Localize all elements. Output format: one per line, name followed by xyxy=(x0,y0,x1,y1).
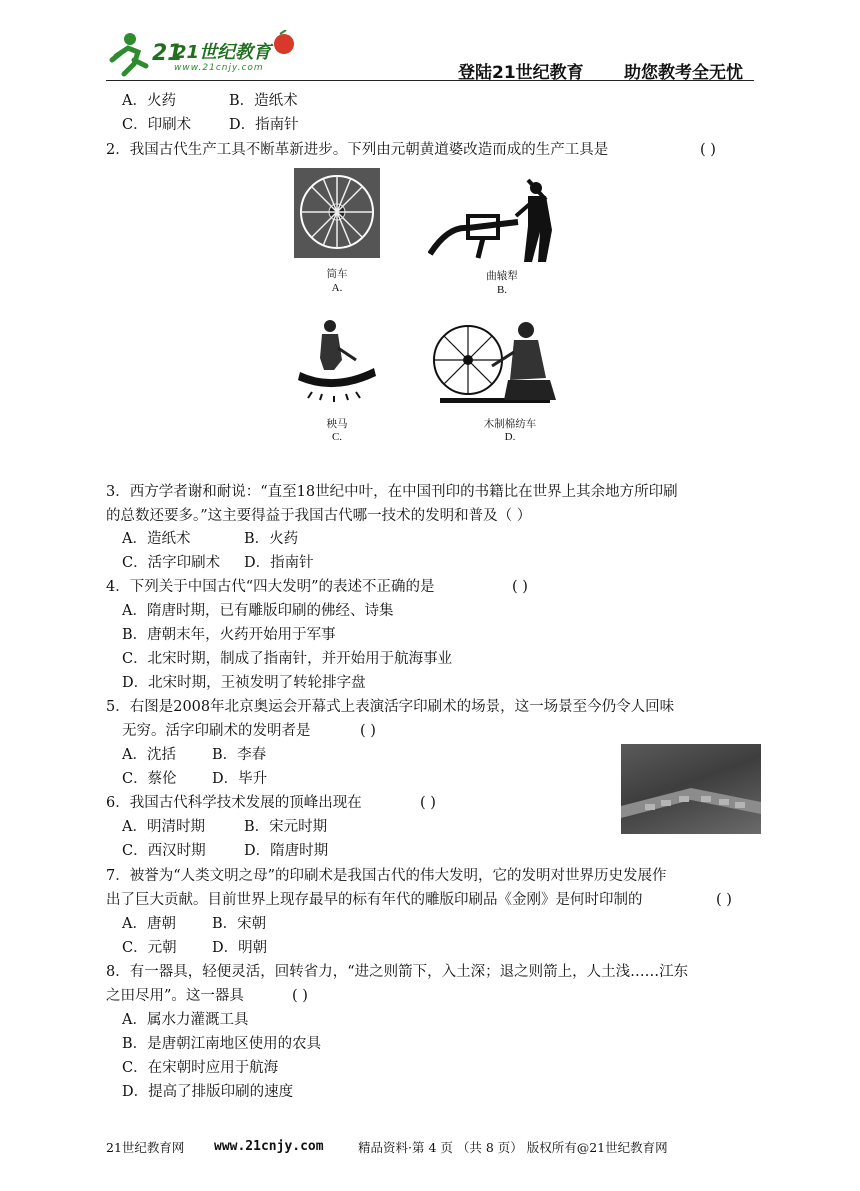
q3-line-2: 的总数还要多。”这主要得益于我国古代哪一技术的发明和普及（ ） xyxy=(106,508,532,524)
figure-water-wheel xyxy=(294,168,380,258)
svg-text:21: 21 xyxy=(152,41,183,66)
q3-option-d: D．指南针 xyxy=(244,555,314,571)
movable-type-stage-icon xyxy=(621,744,761,834)
site-logo[interactable] xyxy=(108,30,308,80)
figure-d-caption: 木制棉纺车 xyxy=(483,418,537,430)
q6-option-c: C．西汉时期 xyxy=(122,843,206,859)
q8-line-1: 8．有一器具，轻便灵活，回转省力，“进之则箭下，入土深；退之则箭上，人土浅……江东 xyxy=(106,964,689,980)
q4-option-b: B．唐朝末年，火药开始用于军事 xyxy=(122,627,336,643)
q6-answer-paren: ( ) xyxy=(420,795,436,811)
q6-stem: 6．我国古代科学技术发展的顶峰出现在 xyxy=(106,795,362,811)
water-wheel-icon xyxy=(294,168,380,258)
footer-url-text[interactable]: www.21cnjy.com xyxy=(214,1139,324,1154)
figure-b-caption: 曲辕犁 xyxy=(486,270,518,282)
q5-option-d: D．毕升 xyxy=(212,771,268,787)
q5-option-c: C．蔡伦 xyxy=(122,771,177,787)
q4-answer-paren: ( ) xyxy=(512,579,528,595)
q6-option-b: B．宋元时期 xyxy=(244,819,328,835)
q8-option-c: C．在宋朝时应用于航海 xyxy=(122,1060,279,1076)
footer-url[interactable] xyxy=(214,1138,324,1154)
slogan-exam: 助您教考全无忧 xyxy=(624,63,743,83)
q7-option-a: A．唐朝 xyxy=(122,916,176,932)
figure-c-letter: C. xyxy=(331,431,343,443)
figure-a-caption: 筒车 xyxy=(326,268,348,280)
header xyxy=(0,0,860,90)
logo-url: www.21cnjy.com xyxy=(174,63,264,73)
spinning-wheel-icon xyxy=(430,316,570,410)
figure-c-caption: 秧马 xyxy=(326,418,348,430)
q8-answer-paren: ( ) xyxy=(292,988,308,1004)
figure-rice-seedling-horse xyxy=(294,318,380,410)
q6-option-d: D．隋唐时期 xyxy=(244,843,329,859)
figure-cotton-spinning-wheel xyxy=(430,316,570,410)
q4-option-d: D．北宋时期，王祯发明了转轮排字盘 xyxy=(122,675,366,691)
q6-option-a: A．明清时期 xyxy=(122,819,205,835)
header-rule xyxy=(106,80,754,81)
q1-option-d: D．指南针 xyxy=(229,117,299,133)
q7-answer-paren: ( ) xyxy=(716,892,732,908)
q5-line-2: 无穷。活字印刷术的发明者是 xyxy=(122,723,311,739)
olympic-printing-photo xyxy=(621,744,761,834)
figure-a-letter: A. xyxy=(331,282,343,294)
q5-line-1: 5．右图是2008年北京奥运会开幕式上表演活字印刷术的场景，这一场景至今仍令人回味 xyxy=(106,699,675,715)
q1-option-a: A．火药 xyxy=(122,93,176,109)
q5-option-b: B．李春 xyxy=(212,747,267,763)
q1-option-c: C．印刷术 xyxy=(122,117,192,133)
q1-option-b: B．造纸术 xyxy=(229,93,298,109)
figure-d-letter: D. xyxy=(504,431,516,443)
figure-b-letter: B. xyxy=(496,284,508,296)
q5-option-a: A．沈括 xyxy=(122,747,176,763)
q3-option-c: C．活字印刷术 xyxy=(122,555,221,571)
q3-option-b: B．火药 xyxy=(244,531,299,547)
q8-option-b: B．是唐朝江南地区使用的农具 xyxy=(122,1036,322,1052)
q8-option-a: A．属水力灌溉工具 xyxy=(122,1012,249,1028)
q2-figure-grid xyxy=(290,168,580,448)
q4-stem: 4．下列关于中国古代“四大发明”的表述不正确的是 xyxy=(106,579,435,595)
slogan-login: 登陆21世纪教育 xyxy=(458,63,584,83)
plough-farmer-icon xyxy=(428,176,568,264)
q3-line-1: 3．西方学者谢和耐说：“直至18世纪中叶，在中国刊印的书籍比在世界上其余地方所印刷 xyxy=(106,484,678,500)
q7-line-1: 7．被誉为“人类文明之母”的印刷术是我国古代的伟大发明，它的发明对世界历史发展作 xyxy=(106,868,667,884)
q5-answer-paren: ( ) xyxy=(360,723,376,739)
figure-curved-plough xyxy=(428,176,568,264)
q4-option-c: C．北宋时期，制成了指南针，并开始用于航海事业 xyxy=(122,651,453,667)
q3-option-a: A．造纸术 xyxy=(122,531,191,547)
seedling-horse-icon xyxy=(294,318,380,410)
q7-option-c: C．元朝 xyxy=(122,940,177,956)
footer-page-info: 精品资料·第 4 页 （共 8 页） 版权所有@21世纪教育网 xyxy=(358,1140,668,1155)
footer-site-name: 21世纪教育网 xyxy=(106,1140,185,1155)
q4-option-a: A．隋唐时期，已有雕版印刷的佛经、诗集 xyxy=(122,603,394,619)
q8-option-d: D．提高了排版印刷的速度 xyxy=(122,1084,294,1100)
q7-option-d: D．明朝 xyxy=(212,940,268,956)
q8-line-2: 之田尽用”。这一器具 xyxy=(106,988,244,1004)
q7-option-b: B．宋朝 xyxy=(212,916,267,932)
q2-answer-paren: ( ) xyxy=(700,142,716,158)
q7-line-2: 出了巨大贡献。目前世界上现存最早的标有年代的雕版印刷品《金刚》是何时印制的 xyxy=(106,892,643,908)
logo-text: 21世纪教育 xyxy=(174,42,272,63)
q2-stem: 2．我国古代生产工具不断革新进步。下列由元朝黄道婆改造而成的生产工具是 xyxy=(106,142,609,158)
